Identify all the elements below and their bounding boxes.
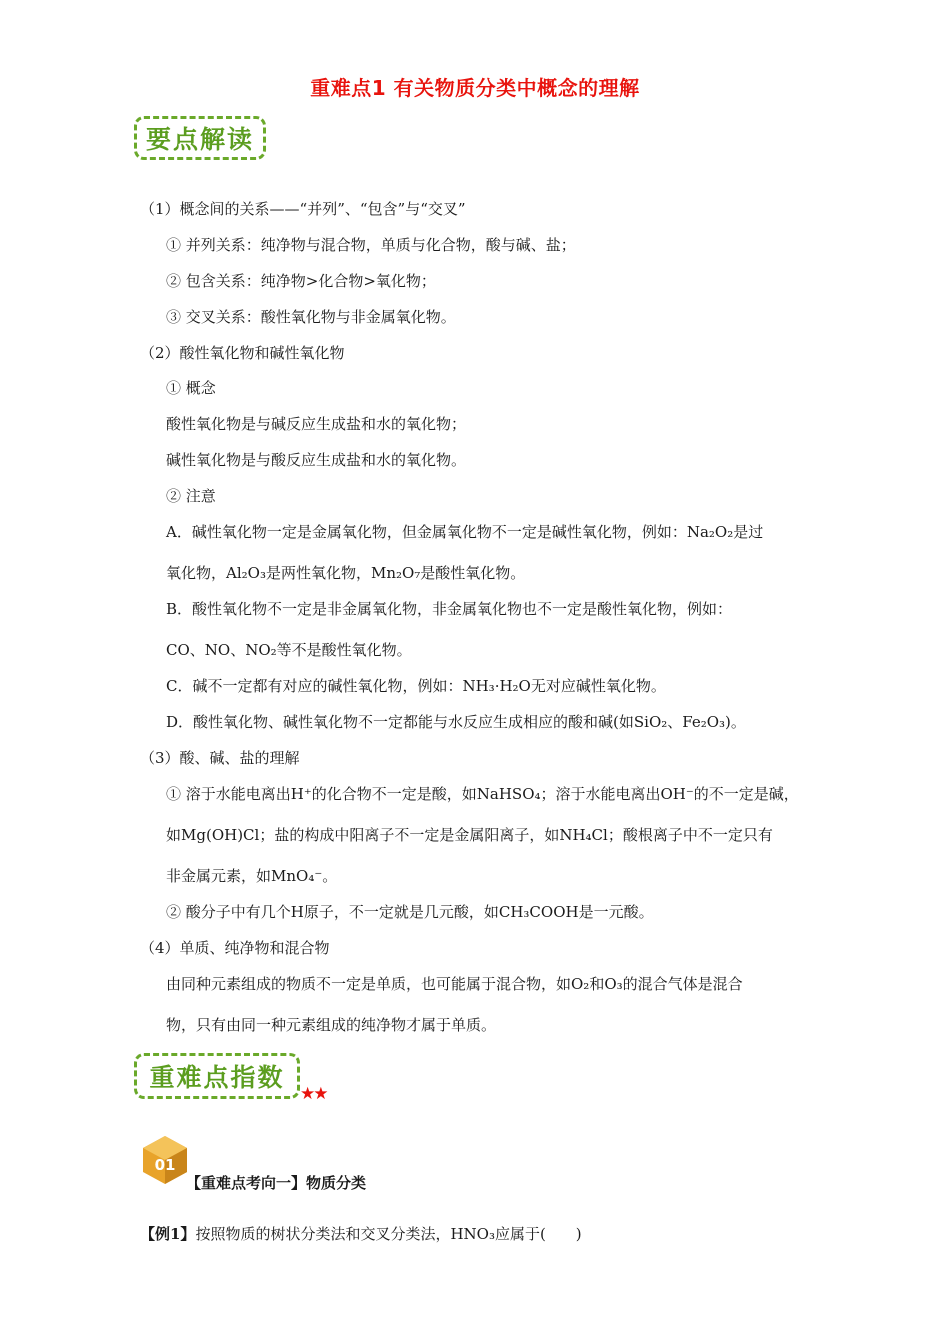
text-line: 非金属元素，如MnO₄⁻。 <box>166 867 338 885</box>
topic-number-label: 01 <box>154 1156 176 1174</box>
text-line: 物，只有由同一种元素组成的纯净物才属于单质。 <box>166 1016 497 1034</box>
text-line: （3）酸、碱、盐的理解 <box>140 749 300 767</box>
example-question <box>140 1223 582 1244</box>
section-heading: 【重难点考向一】物质分类 <box>186 1174 367 1192</box>
text-line: ① 并列关系：纯净物与混合物，单质与化合物，酸与碱、盐； <box>166 236 576 254</box>
text-line: （1）概念间的关系——“并列”、“包含”与“交叉” <box>140 200 466 218</box>
page-title: 重难点1 有关物质分类中概念的理解 <box>310 76 640 100</box>
example-text: 按照物质的树状分类法和交叉分类法，HNO₃应属于( ) <box>195 1225 582 1243</box>
text-line: 酸性氧化物是与碱反应生成盐和水的氧化物； <box>166 415 467 433</box>
text-line: ① 概念 <box>166 379 216 397</box>
difficulty-badge: 重难点指数 <box>134 1053 300 1099</box>
text-line: C．碱不一定都有对应的碱性氧化物，例如：NH₃·H₂O无对应碱性氧化物。 <box>166 677 666 695</box>
text-line: CO、NO、NO₂等不是酸性氧化物。 <box>166 641 412 659</box>
text-line: D．酸性氧化物、碱性氧化物不一定都能与水反应生成相应的酸和碱(如SiO₂、Fe₂O₃)。 <box>166 713 746 731</box>
text-line: ② 酸分子中有几个H原子，不一定就是几元酸，如CH₃COOH是一元酸。 <box>166 903 654 921</box>
text-line: （4）单质、纯净物和混合物 <box>140 939 330 957</box>
text-line: ③ 交叉关系：酸性氧化物与非金属氧化物。 <box>166 308 456 326</box>
key-points-badge: 要点解读 <box>134 116 266 160</box>
text-line: 氧化物，Al₂O₃是两性氧化物，Mn₂O₇是酸性氧化物。 <box>166 564 526 582</box>
text-line: 由同种元素组成的物质不一定是单质，也可能属于混合物，如O₂和O₃的混合气体是混合 <box>166 975 743 993</box>
text-line: （2）酸性氧化物和碱性氧化物 <box>140 344 345 362</box>
example-label: 【例1】 <box>140 1225 196 1243</box>
text-line: ① 溶于水能电离出H⁺的化合物不一定是酸，如NaHSO₄；溶于水能电离出OH⁻的不一定是碱， <box>166 785 799 803</box>
text-line: ② 注意 <box>166 487 216 505</box>
text-line: 碱性氧化物是与酸反应生成盐和水的氧化物。 <box>166 451 467 469</box>
difficulty-stars: ★★ <box>300 1084 327 1104</box>
text-line: ② 包含关系：纯净物>化合物>氧化物； <box>166 272 436 290</box>
topic-number-icon <box>141 1134 189 1186</box>
text-line: 如Mg(OH)Cl；盐的构成中阳离子不一定是金属阳离子，如NH₄Cl；酸根离子中不一定只有 <box>166 826 773 844</box>
text-line: A．碱性氧化物一定是金属氧化物，但金属氧化物不一定是碱性氧化物，例如：Na₂O₂是过 <box>166 523 764 541</box>
text-line: B．酸性氧化物不一定是非金属氧化物，非金属氧化物也不一定是酸性氧化物，例如： <box>166 600 733 618</box>
